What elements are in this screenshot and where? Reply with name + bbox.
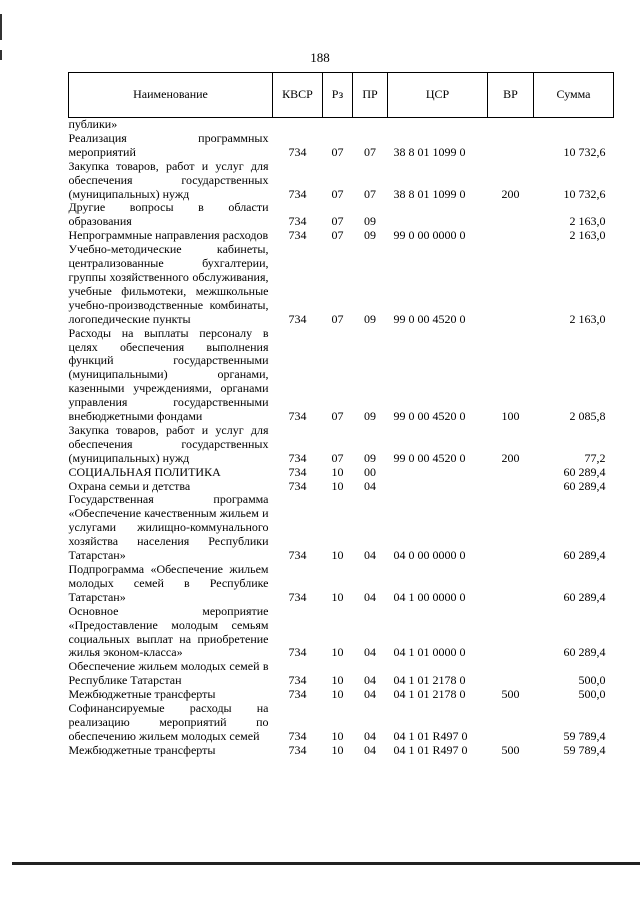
cell-kvsr: 734	[288, 673, 307, 688]
cell-kvsr: 734	[288, 228, 307, 243]
cell-csr: 04 1 00 0000 0	[393, 589, 466, 604]
cell-rz: 07	[331, 228, 344, 243]
cell-vr: 500	[501, 742, 520, 757]
cell-rz	[323, 118, 353, 132]
cell-sum: 10 732,6	[563, 186, 606, 201]
cell-vr	[488, 563, 534, 605]
cell-name: Закупка товаров, работ и услуг для обеспечения государственных (муниципальных) нужд	[68, 158, 269, 201]
cell-vr	[488, 132, 534, 160]
cell-rz: 07	[331, 144, 344, 159]
cell-kvsr: 734	[288, 589, 307, 604]
cell-pr: 04	[364, 478, 376, 493]
cell-vr	[488, 466, 534, 480]
cell-pr: 04	[364, 589, 376, 604]
cell-rz: 10	[331, 645, 344, 660]
cell-rz: 10	[331, 478, 344, 493]
cell-rz: 07	[331, 186, 344, 201]
cell-name: Другие вопросы в области образования	[68, 200, 269, 229]
cell-pr: 04	[364, 742, 376, 757]
cell-csr	[388, 466, 488, 480]
table-row	[69, 424, 614, 466]
cell-kvsr: 734	[288, 450, 307, 465]
cell-rz: 07	[331, 311, 344, 326]
cell-rz: 10	[331, 687, 344, 702]
cell-sum: 2 085,8	[569, 409, 606, 424]
cell-name: Межбюджетные трансферты	[68, 742, 216, 757]
cell-pr: 04	[364, 728, 376, 743]
cell-pr: 07	[364, 186, 376, 201]
header-rz: Рз	[323, 73, 353, 118]
cell-vr	[488, 493, 534, 563]
cell-kvsr: 734	[288, 311, 307, 326]
cell-name: Реализация программных мероприятий	[68, 130, 269, 159]
cell-pr: 04	[364, 645, 376, 660]
cell-kvsr: 734	[288, 144, 307, 159]
cell-name: Межбюджетные трансферты	[68, 687, 216, 702]
cell-vr	[488, 243, 534, 326]
cell-sum: 10 732,6	[563, 144, 606, 159]
cell-name: Охрана семьи и детства	[68, 478, 191, 493]
cell-csr: 99 0 00 0000 0	[393, 228, 466, 243]
cell-name: Софинансируемые расходы на реализацию мероприятий по обеспечению жильем молодых семей	[68, 701, 269, 743]
cell-sum: 60 289,4	[563, 645, 606, 660]
cell-vr	[488, 201, 534, 229]
cell-sum: 60 289,4	[563, 478, 606, 493]
cell-kvsr: 734	[288, 742, 307, 757]
cell-name: Учебно-методические кабинеты, централизованные бухгалтерии, группы хозяйственного обслуживания, учебные фильмотеки, межшкольные учебно-производственные комбинаты, логопедические пункты	[68, 242, 269, 326]
cell-csr	[388, 480, 488, 494]
cell-name: Расходы на выплаты персоналу в целях обеспечения выполнения функций государственными (муниципальными) органами, казенными учреждениями, органами управления государственными внебюджетными фондами	[68, 325, 269, 424]
cell-vr: 200	[501, 186, 520, 201]
cell-vr	[488, 702, 534, 744]
cell-vr: 100	[501, 409, 520, 424]
cell-vr	[488, 660, 534, 688]
table-row	[69, 563, 614, 605]
table-row	[69, 660, 614, 688]
header-csr: ЦСР	[388, 73, 488, 118]
cell-sum: 60 289,4	[563, 589, 606, 604]
cell-name: СОЦИАЛЬНАЯ ПОЛИТИКА	[68, 464, 221, 479]
table-row	[69, 493, 614, 563]
cell-vr	[488, 118, 534, 132]
cell-kvsr: 734	[288, 186, 307, 201]
cell-vr: 200	[501, 450, 520, 465]
cell-sum	[534, 118, 614, 132]
cell-csr: 99 0 00 4520 0	[393, 311, 466, 326]
page-bottom-rule	[12, 862, 640, 865]
cell-pr: 04	[364, 687, 376, 702]
scan-edge-mark	[0, 14, 2, 40]
cell-kvsr: 734	[288, 687, 307, 702]
cell-pr	[353, 118, 388, 132]
cell-csr: 04 0 00 0000 0	[393, 548, 466, 563]
cell-name: Обеспечение жильем молодых семей в Республике Татарстан	[68, 659, 269, 688]
cell-rz: 10	[331, 728, 344, 743]
cell-rz: 07	[331, 450, 344, 465]
table-row	[69, 605, 614, 661]
cell-csr: 04 1 01 R497 0	[393, 728, 468, 743]
table-row	[69, 201, 614, 229]
cell-rz: 07	[331, 214, 344, 229]
cell-pr: 09	[364, 450, 376, 465]
cell-vr	[488, 480, 534, 494]
cell-csr: 99 0 00 4520 0	[393, 450, 466, 465]
cell-rz: 10	[331, 673, 344, 688]
cell-pr: 09	[364, 409, 376, 424]
cell-sum: 2 163,0	[569, 228, 606, 243]
cell-kvsr: 734	[288, 478, 307, 493]
cell-name: Основное мероприятие «Предоставление молодым семьям социальных выплат на приобретение жилья эконом-класса»	[68, 603, 269, 660]
table-row	[69, 744, 614, 758]
table-row	[69, 160, 614, 202]
table-header-row	[69, 73, 614, 118]
cell-kvsr: 734	[288, 548, 307, 563]
table-row	[69, 243, 614, 326]
header-kvsr: КВСР	[273, 73, 323, 118]
cell-csr	[388, 118, 488, 132]
page-number: 188	[310, 50, 330, 65]
cell-vr	[488, 605, 534, 661]
table-body	[69, 118, 614, 758]
header-vr: ВР	[488, 73, 534, 118]
cell-csr: 04 1 01 R497 0	[393, 742, 468, 757]
table-row	[69, 480, 614, 494]
cell-kvsr: 734	[288, 728, 307, 743]
cell-name: публики»	[68, 117, 118, 131]
cell-csr: 38 8 01 1099 0	[393, 144, 466, 159]
table-row	[69, 132, 614, 160]
table-row	[69, 118, 614, 132]
cell-vr	[488, 229, 534, 243]
budget-table	[68, 72, 614, 758]
cell-csr: 38 8 01 1099 0	[393, 186, 466, 201]
cell-pr: 07	[364, 144, 376, 159]
cell-pr: 09	[364, 214, 376, 229]
cell-pr: 04	[364, 548, 376, 563]
cell-sum: 60 289,4	[563, 548, 606, 563]
cell-sum: 60 289,4	[563, 464, 606, 479]
cell-sum: 500,0	[578, 673, 606, 688]
cell-sum: 59 789,4	[563, 742, 606, 757]
cell-kvsr	[273, 118, 323, 132]
cell-sum: 500,0	[578, 687, 606, 702]
cell-csr: 04 1 01 2178 0	[393, 687, 466, 702]
cell-rz: 10	[331, 548, 344, 563]
cell-pr: 00	[364, 464, 376, 479]
table-row	[69, 229, 614, 243]
cell-sum: 2 163,0	[569, 214, 606, 229]
cell-rz: 10	[331, 464, 344, 479]
cell-kvsr: 734	[288, 645, 307, 660]
header-pr: ПР	[353, 73, 388, 118]
cell-csr: 04 1 01 0000 0	[393, 645, 466, 660]
cell-pr: 09	[364, 311, 376, 326]
cell-pr: 04	[364, 673, 376, 688]
cell-csr	[388, 201, 488, 229]
cell-name: Государственная программа «Обеспечение качественным жильем и услугами жилищно-коммунального хозяйства населения Республики Татарстан»	[68, 492, 269, 563]
cell-kvsr: 734	[288, 464, 307, 479]
header-name: Наименование	[69, 73, 273, 118]
table-row	[69, 327, 614, 424]
table-row	[69, 702, 614, 744]
cell-sum: 77,2	[584, 450, 606, 465]
cell-sum: 59 789,4	[563, 728, 606, 743]
table-row	[69, 466, 614, 480]
cell-kvsr: 734	[288, 409, 307, 424]
cell-name: Непрограммные направления расходов	[68, 228, 269, 243]
cell-csr: 99 0 00 4520 0	[393, 409, 466, 424]
cell-pr: 09	[364, 228, 376, 243]
cell-rz: 10	[331, 742, 344, 757]
cell-name: Закупка товаров, работ и услуг для обеспечения государственных (муниципальных) нужд	[68, 422, 269, 465]
cell-csr: 04 1 01 2178 0	[393, 673, 466, 688]
cell-kvsr: 734	[288, 214, 307, 229]
cell-vr: 500	[501, 687, 520, 702]
table-row	[69, 688, 614, 702]
cell-rz: 10	[331, 589, 344, 604]
header-sum: Сумма	[534, 73, 614, 118]
cell-sum: 2 163,0	[569, 311, 606, 326]
cell-rz: 07	[331, 409, 344, 424]
cell-name: Подпрограмма «Обеспечение жильем молодых семей в Республике Татарстан»	[68, 562, 269, 604]
